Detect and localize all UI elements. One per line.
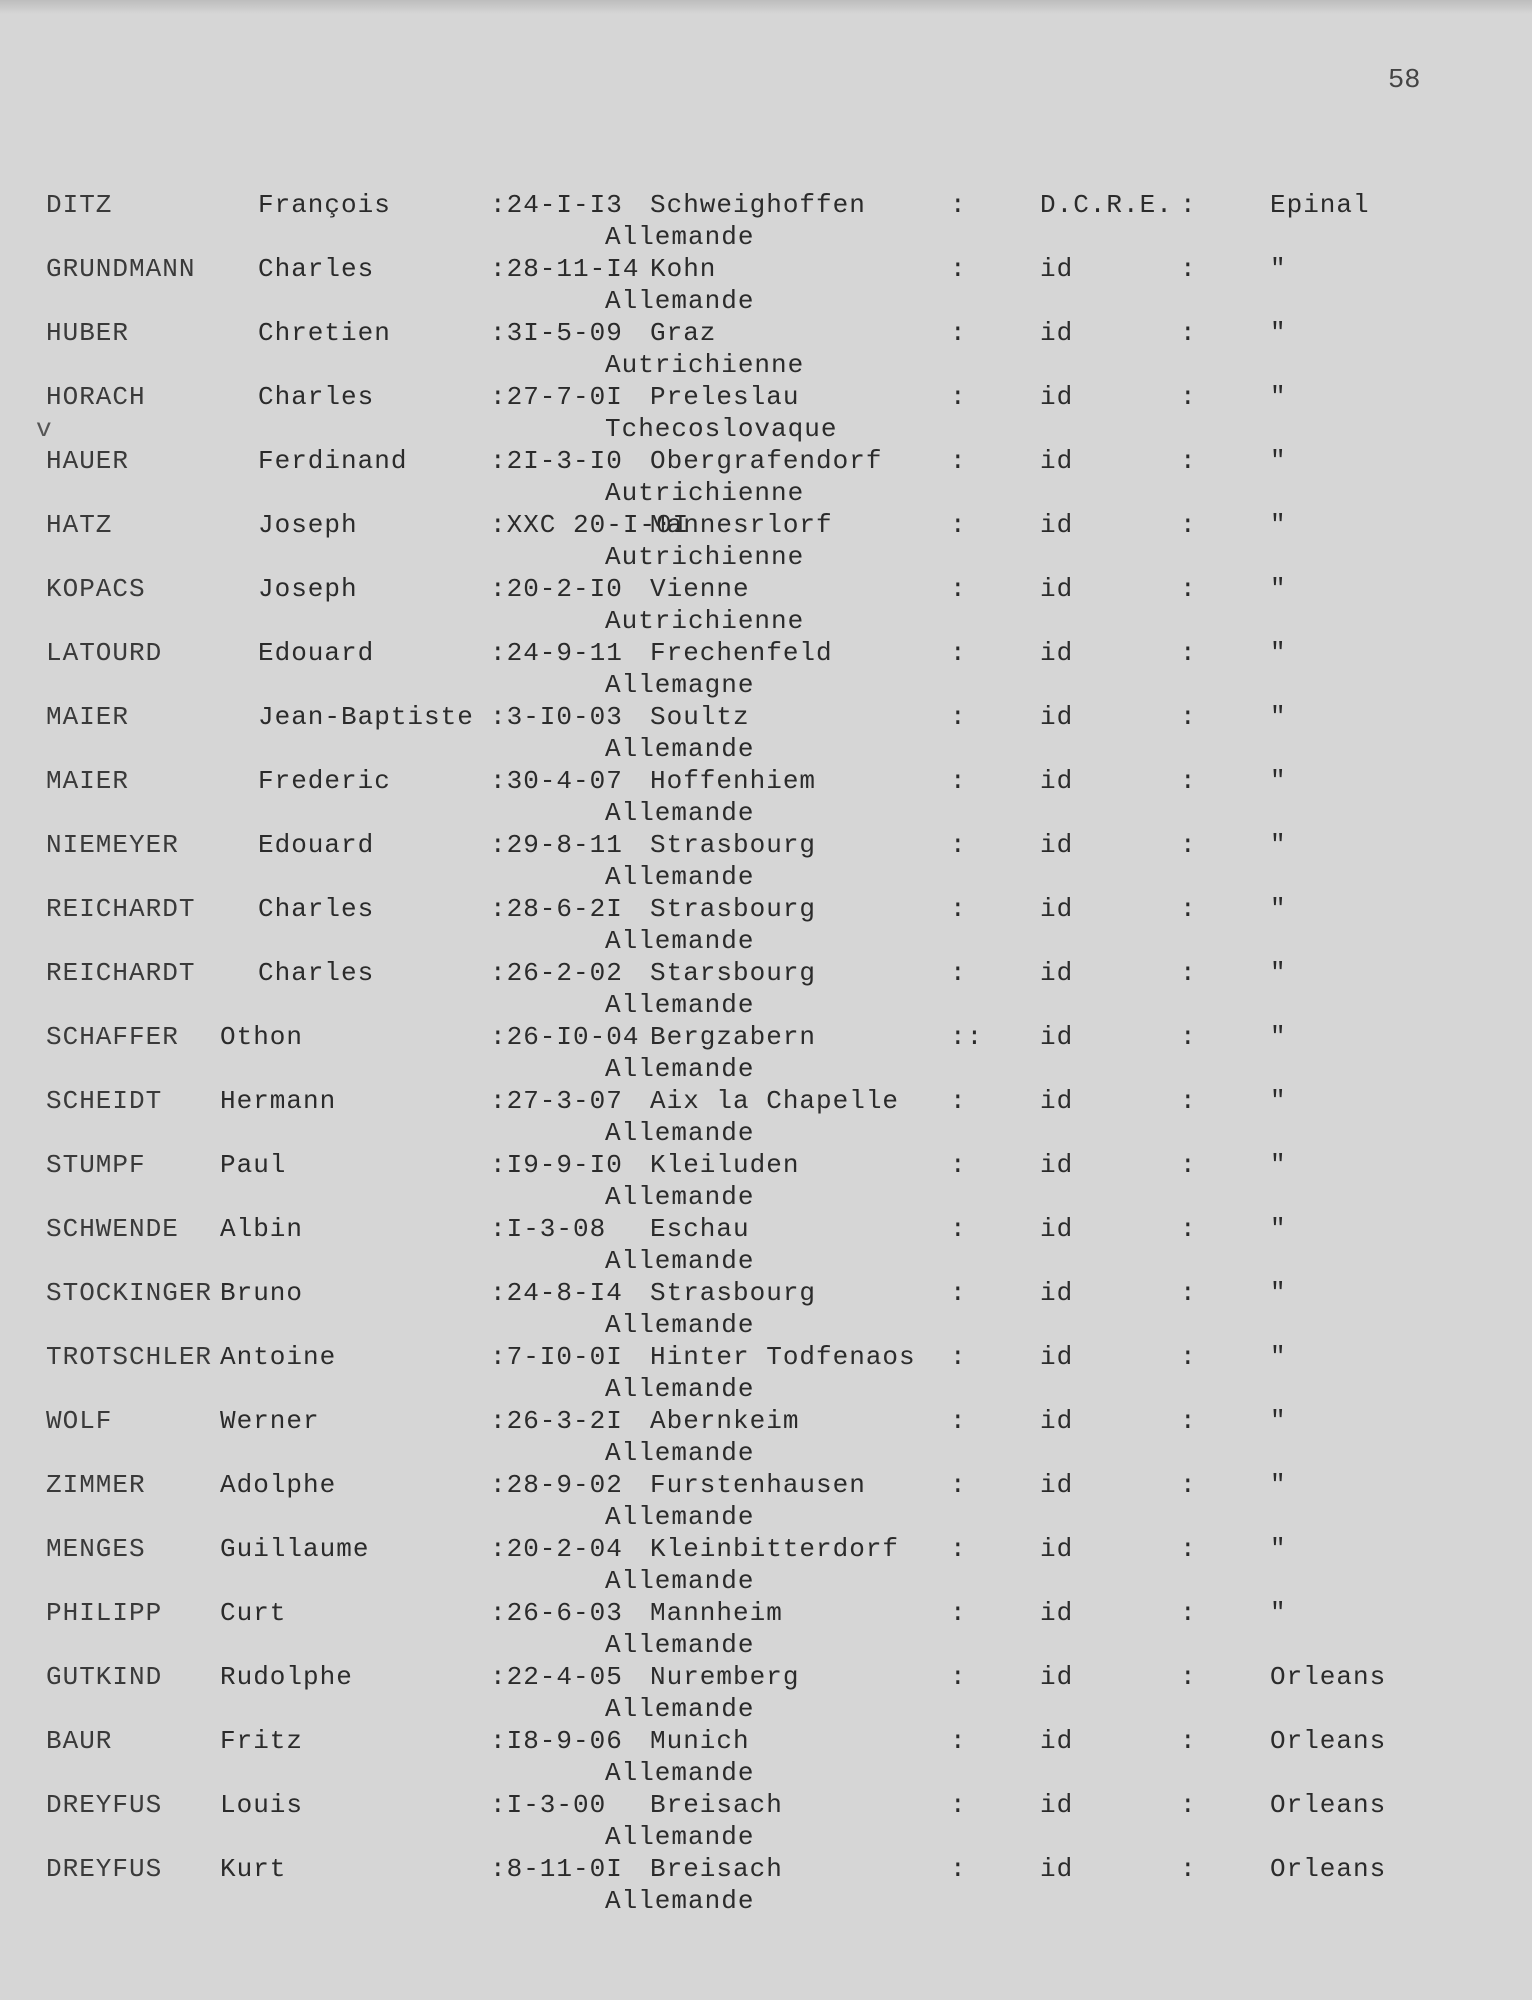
nationality-text: Allemande	[605, 1246, 755, 1276]
birth-date-text: :20-2-I0	[490, 574, 623, 604]
destination-text: "	[1270, 1022, 1287, 1052]
organization-text: id	[1040, 1470, 1074, 1500]
birthplace-text: Abernkeim	[650, 1406, 800, 1436]
surname-text: HUBER	[46, 318, 130, 348]
list-item	[0, 1598, 1532, 1662]
nationality-text: Allemande	[605, 1758, 755, 1788]
birthplace-text: Hinter Todfenaos	[650, 1342, 916, 1372]
organization-text: id	[1040, 1854, 1074, 1884]
birthplace-text: Strasbourg	[650, 894, 817, 924]
list-item	[0, 318, 1532, 382]
organization-text: id	[1040, 702, 1074, 732]
birth-date-text: :7-I0-0I	[490, 1342, 623, 1372]
list-item	[0, 1214, 1532, 1278]
organization-text: id	[1040, 1214, 1074, 1244]
separator-text: :	[1180, 190, 1197, 220]
separator-text: :	[1180, 254, 1197, 284]
list-item	[0, 1470, 1532, 1534]
birthplace-text: Strasbourg	[650, 830, 817, 860]
list-item	[0, 894, 1532, 958]
separator-text: :	[1180, 510, 1197, 540]
destination-text: "	[1270, 318, 1287, 348]
birth-date-text: :I-3-00	[490, 1790, 607, 1820]
birthplace-text: Mannheim	[650, 1598, 783, 1628]
organization-text: id	[1040, 574, 1074, 604]
list-item	[0, 190, 1532, 254]
separator-text: :	[1180, 1406, 1197, 1436]
list-item	[0, 1406, 1532, 1470]
birthplace-text: Munich	[650, 1726, 750, 1756]
first-name-text: Curt	[220, 1598, 287, 1628]
organization-text: id	[1040, 766, 1074, 796]
birth-date-text: :28-11-I4	[490, 254, 640, 284]
list-item	[0, 1342, 1532, 1406]
list-item	[0, 1534, 1532, 1598]
birthplace-text: Strasbourg	[650, 1278, 817, 1308]
birth-date-text: :26-2-02	[490, 958, 623, 988]
list-item	[0, 1726, 1532, 1790]
destination-text: "	[1270, 574, 1287, 604]
separator-text: :	[950, 1790, 967, 1820]
list-item	[0, 1086, 1532, 1150]
first-name-text: Antoine	[220, 1342, 337, 1372]
surname-text: STUMPF	[46, 1150, 146, 1180]
list-item	[0, 766, 1532, 830]
separator-text: :	[950, 510, 967, 540]
surname-text: HAUER	[46, 446, 130, 476]
surname-text: KOPACS	[46, 574, 146, 604]
separator-text: :	[950, 766, 967, 796]
first-name-text: Edouard	[258, 830, 375, 860]
organization-text: id	[1040, 894, 1074, 924]
first-name-text: Frederic	[258, 766, 391, 796]
organization-text: id	[1040, 510, 1074, 540]
destination-text: "	[1270, 1342, 1287, 1372]
nationality-text: Autrichienne	[605, 606, 805, 636]
birth-date-text: :28-6-2I	[490, 894, 623, 924]
first-name-text: Othon	[220, 1022, 304, 1052]
destination-text: "	[1270, 1470, 1287, 1500]
birthplace-text: Eschau	[650, 1214, 750, 1244]
surname-text: DREYFUS	[46, 1854, 163, 1884]
organization-text: id	[1040, 1598, 1074, 1628]
surname-text: SCHAFFER	[46, 1022, 179, 1052]
nationality-text: Allemande	[605, 1182, 755, 1212]
separator-text: :	[950, 702, 967, 732]
separator-text: :	[950, 1278, 967, 1308]
destination-text: "	[1270, 766, 1287, 796]
separator-text: :	[1180, 830, 1197, 860]
separator-text: :	[1180, 382, 1197, 412]
separator-text: :	[950, 446, 967, 476]
destination-text: "	[1270, 1278, 1287, 1308]
first-name-text: Fritz	[220, 1726, 304, 1756]
first-name-text: Bruno	[220, 1278, 304, 1308]
first-name-text: Charles	[258, 958, 375, 988]
separator-text: :	[950, 382, 967, 412]
first-name-text: Charles	[258, 254, 375, 284]
birthplace-text: Furstenhausen	[650, 1470, 866, 1500]
birthplace-text: Soultz	[650, 702, 750, 732]
separator-text: :	[950, 638, 967, 668]
birthplace-text: Bergzabern	[650, 1022, 817, 1052]
first-name-text: Paul	[220, 1150, 287, 1180]
nationality-text: Allemande	[605, 1566, 755, 1596]
margin-mark: v	[36, 414, 53, 444]
destination-text: "	[1270, 510, 1287, 540]
separator-text: :	[950, 318, 967, 348]
separator-text: :	[950, 574, 967, 604]
surname-text: SCHWENDE	[46, 1214, 179, 1244]
separator-text: :	[1180, 702, 1197, 732]
destination-text: "	[1270, 1406, 1287, 1436]
organization-text: id	[1040, 446, 1074, 476]
separator-text: :	[1180, 574, 1197, 604]
birthplace-text: Kleinbitterdorf	[650, 1534, 900, 1564]
separator-text: :	[950, 1598, 967, 1628]
birthplace-text: Nuremberg	[650, 1662, 800, 1692]
list-item	[0, 1150, 1532, 1214]
birth-date-text: :26-I0-04	[490, 1022, 640, 1052]
separator-text: :	[1180, 1598, 1197, 1628]
destination-text: Orleans	[1270, 1726, 1387, 1756]
destination-text: "	[1270, 958, 1287, 988]
first-name-text: Charles	[258, 382, 375, 412]
destination-text: "	[1270, 254, 1287, 284]
surname-text: DITZ	[46, 190, 113, 220]
separator-text: :	[1180, 1342, 1197, 1372]
separator-text: :	[950, 1214, 967, 1244]
separator-text: :	[1180, 318, 1197, 348]
destination-text: "	[1270, 702, 1287, 732]
separator-text: :	[1180, 1150, 1197, 1180]
birth-date-text: :2I-3-I0	[490, 446, 623, 476]
organization-text: id	[1040, 1726, 1074, 1756]
birthplace-text: Mannesrlorf	[650, 510, 833, 540]
nationality-text: Allemande	[605, 1886, 755, 1916]
birth-date-text: :24-9-11	[490, 638, 623, 668]
organization-text: id	[1040, 318, 1074, 348]
first-name-text: Hermann	[220, 1086, 337, 1116]
organization-text: id	[1040, 1342, 1074, 1372]
first-name-text: Ferdinand	[258, 446, 408, 476]
birth-date-text: :27-3-07	[490, 1086, 623, 1116]
separator-text: :	[1180, 638, 1197, 668]
first-name-text: Rudolphe	[220, 1662, 353, 1692]
surname-text: BAUR	[46, 1726, 113, 1756]
first-name-text: Adolphe	[220, 1470, 337, 1500]
separator-text: :	[1180, 1790, 1197, 1820]
separator-text: :	[1180, 1086, 1197, 1116]
organization-text: id	[1040, 382, 1074, 412]
list-item	[0, 574, 1532, 638]
birth-date-text: :8-11-0I	[490, 1854, 623, 1884]
organization-text: id	[1040, 1406, 1074, 1436]
birthplace-text: Kleiluden	[650, 1150, 800, 1180]
birthplace-text: Breisach	[650, 1790, 783, 1820]
birth-date-text: :20-2-04	[490, 1534, 623, 1564]
first-name-text: Louis	[220, 1790, 304, 1820]
birth-date-text: :28-9-02	[490, 1470, 623, 1500]
birth-date-text: :24-I-I3	[490, 190, 623, 220]
organization-text: id	[1040, 1534, 1074, 1564]
surname-text: SCHEIDT	[46, 1086, 163, 1116]
list-item	[0, 1854, 1532, 1918]
birth-date-text: :30-4-07	[490, 766, 623, 796]
surname-text: MAIER	[46, 702, 130, 732]
first-name-text: Jean-Baptiste	[258, 702, 474, 732]
organization-text: id	[1040, 1278, 1074, 1308]
nationality-text: Allemande	[605, 734, 755, 764]
organization-text: id	[1040, 254, 1074, 284]
birthplace-text: Vienne	[650, 574, 750, 604]
surname-text: PHILIPP	[46, 1598, 163, 1628]
entries-list	[0, 190, 1532, 1918]
organization-text: id	[1040, 1086, 1074, 1116]
destination-text: "	[1270, 1598, 1287, 1628]
first-name-text: Edouard	[258, 638, 375, 668]
birth-date-text: :26-3-2I	[490, 1406, 623, 1436]
nationality-text: Allemande	[605, 1374, 755, 1404]
first-name-text: Albin	[220, 1214, 304, 1244]
nationality-text: Allemande	[605, 1438, 755, 1468]
separator-text: :	[1180, 1662, 1197, 1692]
surname-text: WOLF	[46, 1406, 113, 1436]
surname-text: HATZ	[46, 510, 113, 540]
destination-text: "	[1270, 1150, 1287, 1180]
birth-date-text: :27-7-0I	[490, 382, 623, 412]
surname-text: DREYFUS	[46, 1790, 163, 1820]
page-number: 58	[1388, 66, 1421, 96]
birthplace-text: Breisach	[650, 1854, 783, 1884]
nationality-text: Allemande	[605, 1310, 755, 1340]
surname-text: MAIER	[46, 766, 130, 796]
nationality-text: Allemande	[605, 222, 755, 252]
nationality-text: Allemande	[605, 862, 755, 892]
separator-text: :	[1180, 446, 1197, 476]
first-name-text: Kurt	[220, 1854, 287, 1884]
separator-text: :	[950, 190, 967, 220]
birthplace-text: Aix la Chapelle	[650, 1086, 900, 1116]
separator-text: :	[1180, 958, 1197, 988]
separator-text: :	[950, 254, 967, 284]
destination-text: "	[1270, 638, 1287, 668]
separator-text: :	[950, 1406, 967, 1436]
separator-text: :	[1180, 1534, 1197, 1564]
first-name-text: Joseph	[258, 574, 358, 604]
organization-text: id	[1040, 958, 1074, 988]
nationality-text: Allemande	[605, 990, 755, 1020]
birth-date-text: :22-4-05	[490, 1662, 623, 1692]
first-name-text: Joseph	[258, 510, 358, 540]
surname-text: REICHARDT	[46, 894, 196, 924]
separator-text: ::	[950, 1022, 984, 1052]
list-item	[0, 702, 1532, 766]
organization-text: D.C.R.E.	[1040, 190, 1173, 220]
nationality-text: Allemande	[605, 1694, 755, 1724]
nationality-text: Autrichienne	[605, 350, 805, 380]
first-name-text: Werner	[220, 1406, 320, 1436]
birth-date-text: :3I-5-09	[490, 318, 623, 348]
destination-text: Orleans	[1270, 1662, 1387, 1692]
destination-text: Orleans	[1270, 1854, 1387, 1884]
nationality-text: Tchecoslovaque	[605, 414, 838, 444]
destination-text: "	[1270, 1086, 1287, 1116]
separator-text: :	[950, 1662, 967, 1692]
separator-text: :	[950, 894, 967, 924]
birthplace-text: Preleslau	[650, 382, 800, 412]
separator-text: :	[950, 1150, 967, 1180]
first-name-text: Charles	[258, 894, 375, 924]
surname-text: MENGES	[46, 1534, 146, 1564]
first-name-text: Guillaume	[220, 1534, 370, 1564]
birth-date-text: :I8-9-06	[490, 1726, 623, 1756]
nationality-text: Allemagne	[605, 670, 755, 700]
nationality-text: Allemande	[605, 926, 755, 956]
organization-text: id	[1040, 638, 1074, 668]
list-item	[0, 254, 1532, 318]
first-name-text: Chretien	[258, 318, 391, 348]
nationality-text: Allemande	[605, 1822, 755, 1852]
nationality-text: Autrichienne	[605, 542, 805, 572]
organization-text: id	[1040, 1790, 1074, 1820]
first-name-text: François	[258, 190, 391, 220]
destination-text: "	[1270, 446, 1287, 476]
surname-text: REICHARDT	[46, 958, 196, 988]
birthplace-text: Hoffenhiem	[650, 766, 817, 796]
separator-text: :	[1180, 894, 1197, 924]
organization-text: id	[1040, 1150, 1074, 1180]
destination-text: "	[1270, 382, 1287, 412]
destination-text: Epinal	[1270, 190, 1370, 220]
nationality-text: Allemande	[605, 286, 755, 316]
birth-date-text: :24-8-I4	[490, 1278, 623, 1308]
separator-text: :	[950, 1854, 967, 1884]
separator-text: :	[950, 1086, 967, 1116]
separator-text: :	[950, 830, 967, 860]
birth-date-text: :3-I0-03	[490, 702, 623, 732]
birthplace-text: Schweighoffen	[650, 190, 866, 220]
birthplace-text: Kohn	[650, 254, 717, 284]
separator-text: :	[1180, 1854, 1197, 1884]
birth-date-text: :XXC 20-I-0I	[490, 510, 690, 540]
separator-text: :	[950, 1726, 967, 1756]
list-item	[0, 1662, 1532, 1726]
birthplace-text: Graz	[650, 318, 717, 348]
organization-text: id	[1040, 830, 1074, 860]
list-item	[0, 1278, 1532, 1342]
birthplace-text: Frechenfeld	[650, 638, 833, 668]
list-item	[0, 382, 1532, 446]
destination-text: "	[1270, 894, 1287, 924]
separator-text: :	[950, 1470, 967, 1500]
separator-text: :	[1180, 766, 1197, 796]
surname-text: STOCKINGER	[46, 1278, 213, 1308]
list-item	[0, 510, 1532, 574]
list-item	[0, 958, 1532, 1022]
nationality-text: Allemande	[605, 798, 755, 828]
birth-date-text: :I9-9-I0	[490, 1150, 623, 1180]
list-item	[0, 638, 1532, 702]
destination-text: Orleans	[1270, 1790, 1387, 1820]
list-item	[0, 1790, 1532, 1854]
separator-text: :	[950, 1534, 967, 1564]
separator-text: :	[950, 958, 967, 988]
surname-text: TROTSCHLER	[46, 1342, 213, 1372]
nationality-text: Autrichienne	[605, 478, 805, 508]
nationality-text: Allemande	[605, 1502, 755, 1532]
organization-text: id	[1040, 1022, 1074, 1052]
destination-text: "	[1270, 1534, 1287, 1564]
destination-text: "	[1270, 830, 1287, 860]
separator-text: :	[1180, 1214, 1197, 1244]
surname-text: LATOURD	[46, 638, 163, 668]
birth-date-text: :26-6-03	[490, 1598, 623, 1628]
surname-text: GUTKIND	[46, 1662, 163, 1692]
birth-date-text: :I-3-08	[490, 1214, 607, 1244]
surname-text: GRUNDMANN	[46, 254, 196, 284]
organization-text: id	[1040, 1662, 1074, 1692]
list-item	[0, 1022, 1532, 1086]
separator-text: :	[1180, 1022, 1197, 1052]
nationality-text: Allemande	[605, 1630, 755, 1660]
list-item	[0, 830, 1532, 894]
nationality-text: Allemande	[605, 1054, 755, 1084]
surname-text: NIEMEYER	[46, 830, 179, 860]
birthplace-text: Starsbourg	[650, 958, 817, 988]
birthplace-text: Obergrafendorf	[650, 446, 883, 476]
destination-text: "	[1270, 1214, 1287, 1244]
separator-text: :	[1180, 1470, 1197, 1500]
surname-text: HORACH	[46, 382, 146, 412]
birth-date-text: :29-8-11	[490, 830, 623, 860]
separator-text: :	[950, 1342, 967, 1372]
separator-text: :	[1180, 1726, 1197, 1756]
separator-text: :	[1180, 1278, 1197, 1308]
nationality-text: Allemande	[605, 1118, 755, 1148]
surname-text: ZIMMER	[46, 1470, 146, 1500]
